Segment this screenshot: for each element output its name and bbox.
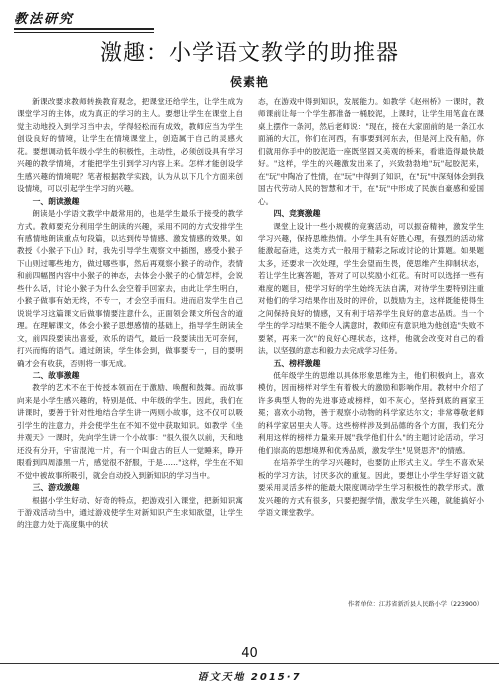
header-rule: [14, 28, 154, 30]
article-author: 侯素艳: [229, 75, 269, 89]
closing-paragraph: 在培养学生的学习兴趣时，也要防止形式主义。学生不喜欢呆板的学习方法，讨厌多次的重复。因此，要想让小学生学好语文就要采用灵活多样的能最大限度调动学生学习积极性的教学形式。激发兴趣的方式有很多，只要把握学情，激发学生兴趣，就能搞好小学语文课堂教学。: [258, 458, 484, 517]
right-column: [258, 96, 484, 616]
journal-footer: 语文天地 2015·7: [197, 672, 302, 683]
section-body: 朗读是小学语文教学中最常用的，也是学生最乐于接受的教学方式。教师要充分利用学生朗读的兴趣，采用不同的方式安排学生有感情地朗读重点句段篇，以达到传导情感、激发情感的效果。如教授《小猴子下山》时，我先引导学生观察文中插图，感受小猴子下山则过哪些地方，做过哪些事，然后再观察小猴子的动作，表情和前四幅图内容中小猴子的神态，去体会小猴子的心情怎样，会说些什么话，讨论小猴子为什么会空着手回家去，由此让学生明白，小猴子做事有始无终，不专一，才会空手而归。进而启发学生自己说说学习这篇课文后做事情要注意什么，正面领会课文所包含的道理。在理解课文，体会小猴子思想感情的基础上，指导学生朗读全文，前四段要读出喜爱，欢乐的语气，最后一段要读出无可奈何，打兴而悔的语气。通过朗读，学生体会到，做事要专一，目的要明确才会有收获，否则将一事无成。: [17, 209, 243, 368]
page-number: 40: [241, 646, 258, 661]
section-body: 教学的艺术不在于传授本领而在于激励、唤醒和鼓舞。而故事向来是小学生感兴趣的，特别是低、中年级的学生。因此，我们在讲课时，要善于针对性地结合学生讲一两则小故事，这不仅可以吸引学生的注意力，并会使学生在不知不觉中获取知识。如教学《坐井观天》一课时，先向学生讲一个小故事："很久很久以前，天和地还没有分开，宇宙混沌一片，有一个叫盘古的巨人一觉睡来，睁开眼看到四周漆黑一片，感觉很不舒服，于是……"这样，学生在不知不觉中被故事所吸引，就会自动投入到新知识的学习当中。: [17, 383, 243, 480]
author-byline: 作者单位：江苏省新沂县人民路小学（223900）: [348, 601, 483, 608]
section-body: 课堂上设计一些小规模的竞赛活动，可以振奋精神，激发学生学习兴趣，保持思维热情。小学生具有好胜心理，有强烈的活动常能激起奋进，这类方式一般用于精彩之际或讨论的计算题。如果题太多，还要求一次处理，学生会望而生畏，使思维产生抑制状态，若让学生比赛答题，答对了可以奖励小红花。有时可以选择一些有难度的题目，使学习好的学生始终无法自满，对待学生要特别注重对他们的学习结果作出及时的评价，以鼓励为主，这样既能使得生之间保持良好的情感，又有利于培养学生良好的意志品质。当一个学生的学习结果不能令人满意时，教师应有意识地为他创造"失败不要紧，再来一次"的良好心理状态，这样，他就会改变对自己的看法，以坚强的意志和毅力去完成学习任务。: [258, 221, 484, 356]
section-heading: 五、榜样激趣: [273, 358, 321, 368]
continuation-paragraph: 态，在游戏中得到知识，发展能力。如教学《赵州桥》一课时，教师课前让每一个学生都准备一桶胶泥，上课时，让学生用笔盒在课桌上摆作一条河，然后老师说："现在，接在大家面前的是一条江水面涌的大江，你们在河西，有事要到河东去，但是河上没有船，你们就用你手中的胶泥造一座既坚固又美观的桥来，看谁造得最快最好。"这样，学生的兴趣激发出来了，兴致勃勃地"玩"起胶泥来，在"玩"中陶冶了性情，在"玩"中得到了知识，在"玩"中深刻体会到我国古代劳动人民的智慧和才干，在"玩"中形成了民族自豪感和爱国心。: [258, 97, 484, 206]
intro-paragraph: 新课改要求教师转换教育观念，把课堂还给学生，让学生成为课堂学习的主体，成为真正的学习的主人。要想让学生在课堂上自觉主动地投入到学习当中去，学得轻松而有成效，教师应当为学生创设良好的情境，让学生在情境课堂上，创造属于自己的灵感火花。要想调动低年级小学生的积极性，主动性，必须创设具有学习兴趣的教学情境，才能把学生引到学习内容上来。怎样才能创设学生感兴趣的情境呢？笔者根据教学实践，认为从以下几个方面来创设情境，可以引起学生学习的兴趣。: [17, 97, 243, 194]
footer-rule: [0, 663, 499, 664]
section-heading: 四、竞赛激趣: [273, 209, 321, 219]
section-heading: 三、游戏激趣: [32, 483, 80, 493]
section-heading: 一、朗读激趣: [32, 196, 80, 206]
section-body: 根据小学生好动、好奇的特点，把游戏引入课堂，把新知识寓于游戏活动当中，通过游戏使学生对新知识产生求知欲望，让学生的注意力处于高度集中的状: [17, 495, 243, 530]
section-body: 低年级学生的思维以具体形象思维为主，他们积极向上，喜欢模仿，因而榜样对学生有着极大的激励和影响作用。教材中介绍了许多典型人物的先进事迹或榜样，如不灰心，坚持到底的画家王冕；喜欢小动物，善于观察小动物的科学家达尔文；非常尊敬老师的科学家居里夫人等。这些榜样涉及到品德的各个方面，我们充分利用这样的榜样力量来开展"我学他们什么"的主题讨论活动，学习他们崇高的思想境界和优秀品质，激发学生"见贤思齐"的情感。: [258, 370, 484, 455]
column-label: 教法研究: [14, 12, 75, 27]
section-heading: 二、故事激趣: [32, 370, 80, 380]
article-title: 激趣：小学语文教学的助推器: [99, 41, 399, 66]
left-column: [17, 96, 243, 616]
header-rule-thin: [14, 32, 154, 33]
